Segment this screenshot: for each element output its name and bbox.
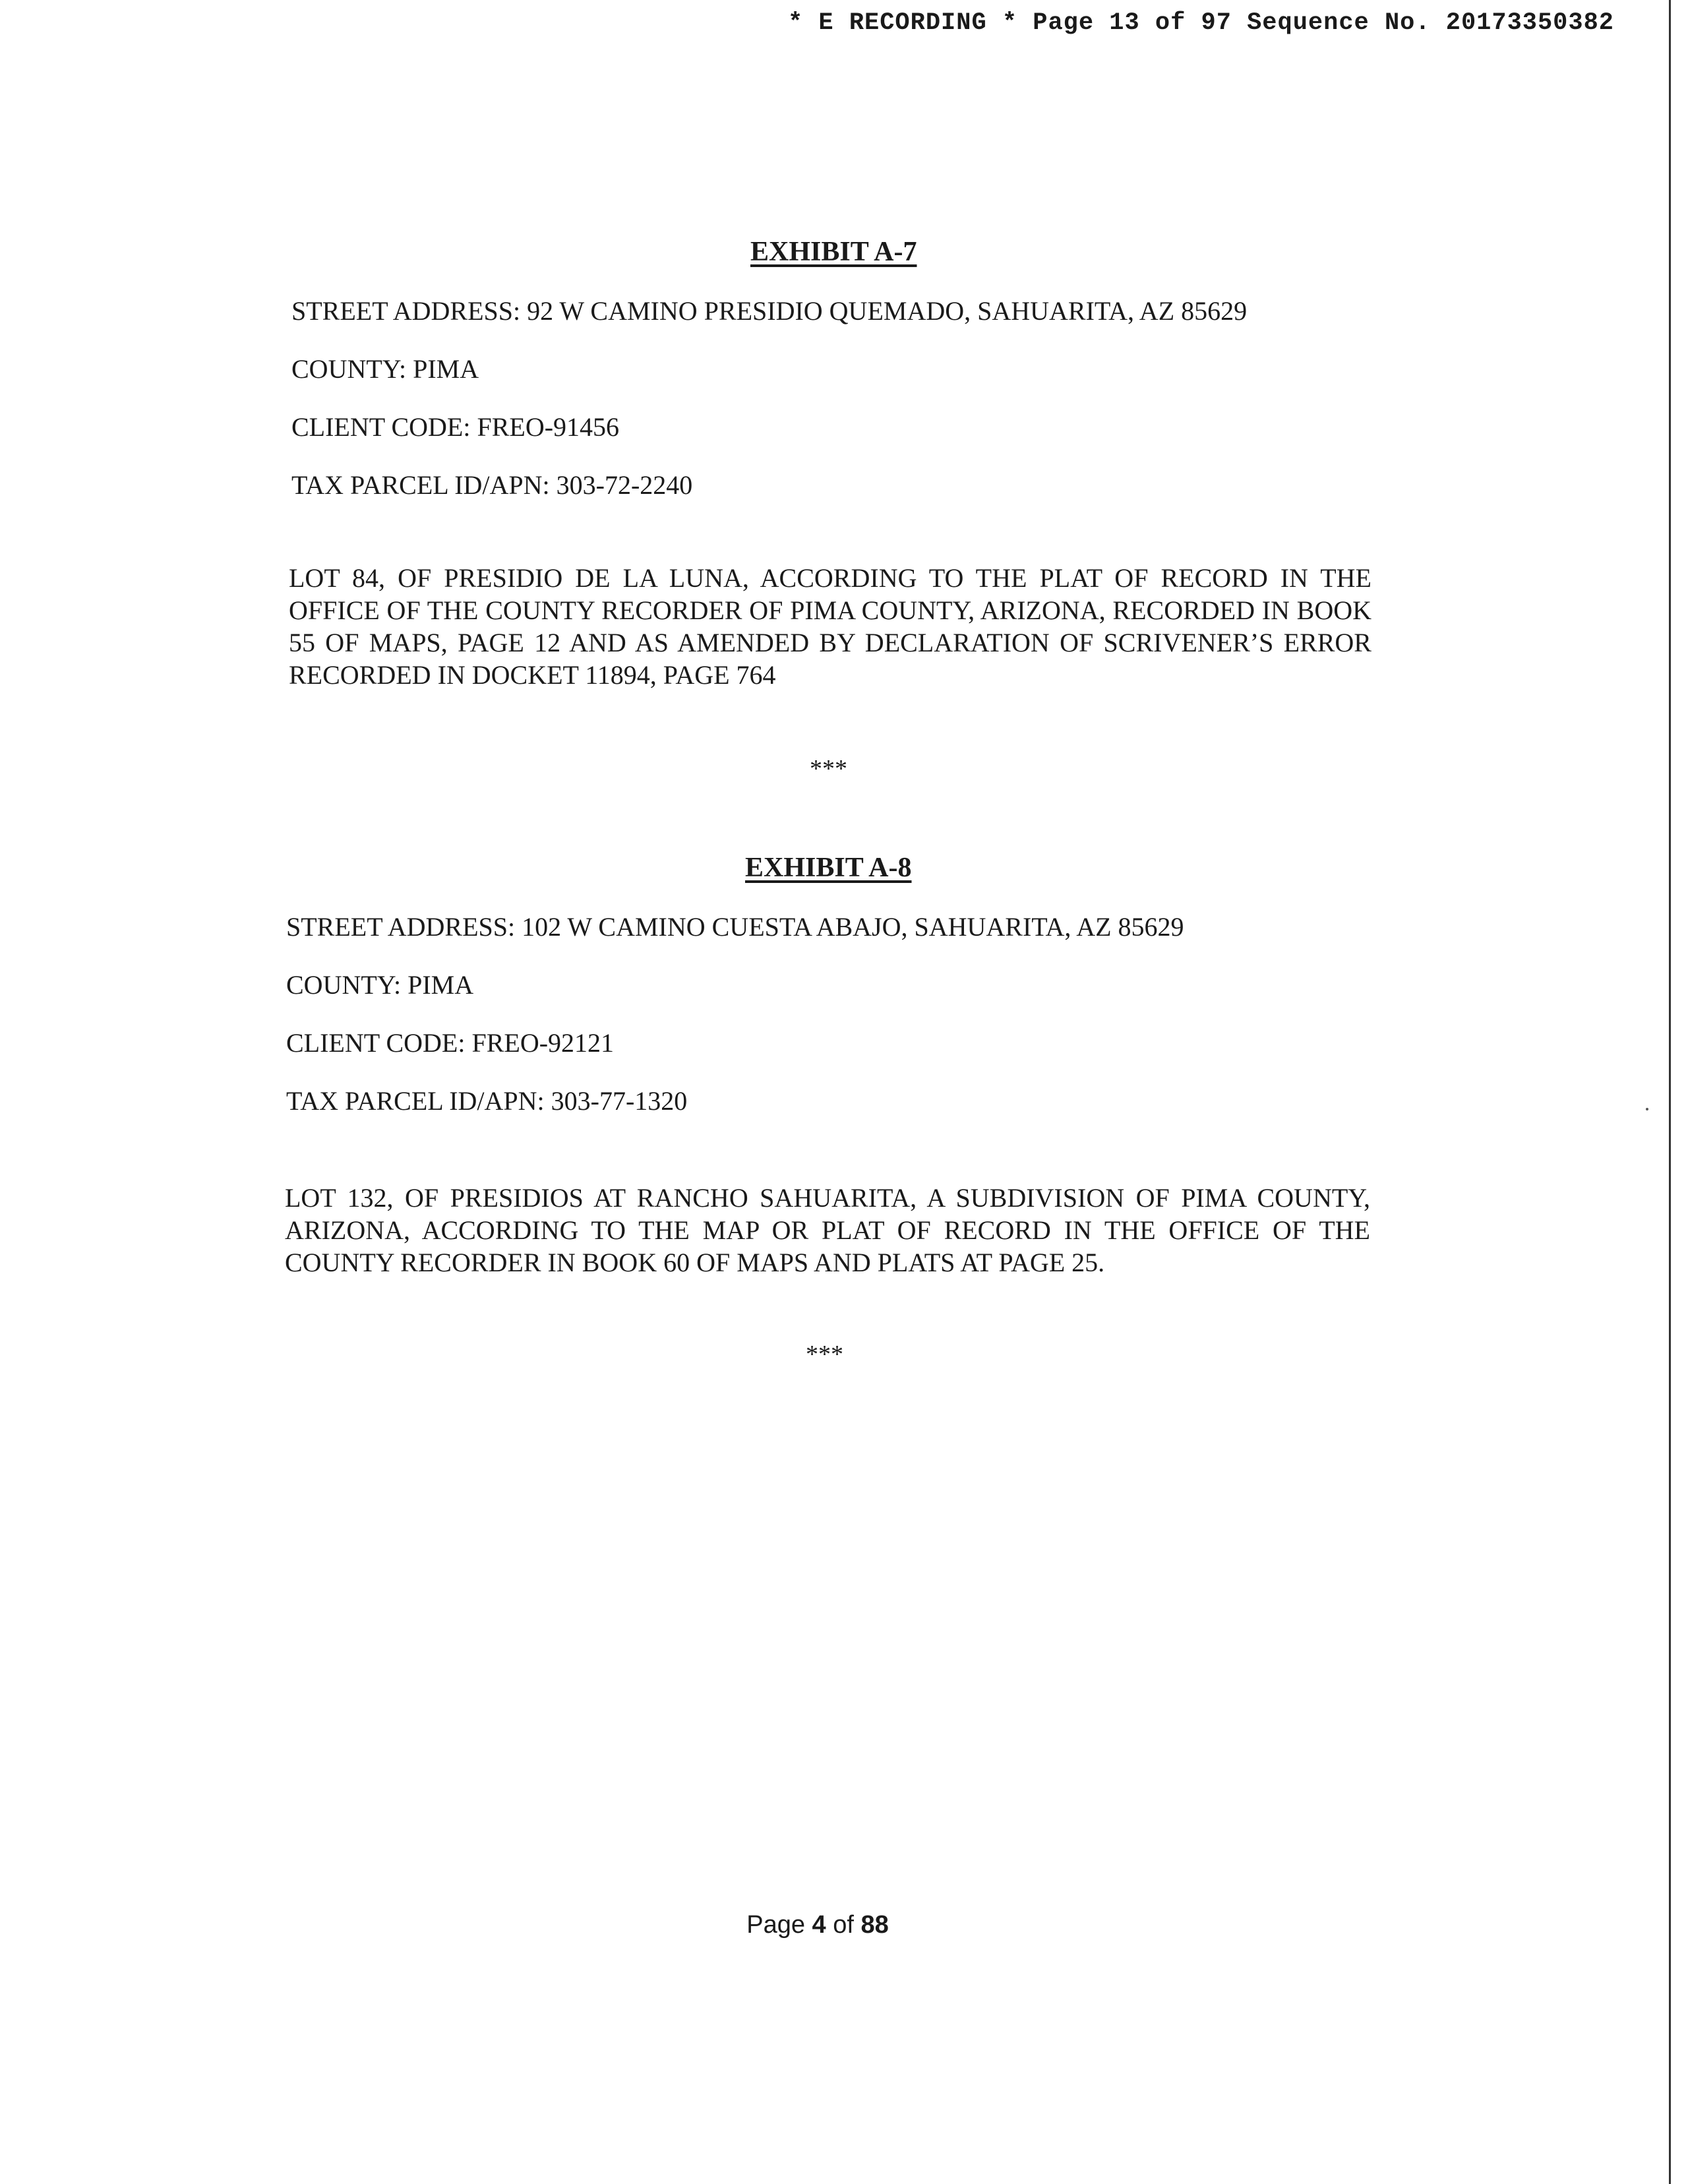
exhibit-title: EXHIBIT A-7 xyxy=(750,237,917,267)
client-code: CLIENT CODE: FREO-91456 xyxy=(291,412,620,442)
page-footer xyxy=(0,1911,1635,1939)
section-separator: *** xyxy=(810,755,847,783)
scan-edge-line xyxy=(1669,0,1671,2184)
footer-page-label: Page xyxy=(746,1911,805,1939)
client-code: CLIENT CODE: FREO-92121 xyxy=(286,1028,615,1058)
scan-artifact-dot xyxy=(1646,1108,1648,1110)
footer-page-number: 4 xyxy=(812,1911,826,1939)
tax-parcel-id: TAX PARCEL ID/APN: 303-77-1320 xyxy=(286,1086,688,1116)
legal-description: LOT 84, OF PRESIDIO DE LA LUNA, ACCORDING TO THE PLAT OF RECORD IN THE OFFICE OF THE COUNTY RECORDER OF PIMA COUNTY, ARIZONA, RECORDED IN BOOK 55 OF MAPS, PAGE 12 AND AS AMENDED BY DECLARATION OF SCRIVENER’S ERROR RECORDED IN DOCKET 11894, PAGE 764 xyxy=(289,563,1372,690)
section-separator: *** xyxy=(806,1341,843,1368)
tax-parcel-id: TAX PARCEL ID/APN: 303-72-2240 xyxy=(291,470,693,500)
footer-of-label: of xyxy=(833,1911,854,1939)
exhibit-title: EXHIBIT A-8 xyxy=(745,853,912,883)
recording-header: * E RECORDING * Page 13 of 97 Sequence No. 20173350382 xyxy=(788,9,1614,37)
county: COUNTY: PIMA xyxy=(291,354,479,384)
footer-page-total: 88 xyxy=(860,1911,889,1939)
street-address: STREET ADDRESS: 92 W CAMINO PRESIDIO QUEMADO, SAHUARITA, AZ 85629 xyxy=(291,296,1248,326)
legal-description: LOT 132, OF PRESIDIOS AT RANCHO SAHUARITA, A SUBDIVISION OF PIMA COUNTY, ARIZONA, ACCORDING TO THE MAP OR PLAT OF RECORD IN THE OFFICE OF THE COUNTY RECORDER IN BOOK 60 OF MAPS AND PLATS AT PAGE 25. xyxy=(285,1183,1370,1277)
county: COUNTY: PIMA xyxy=(286,970,474,1000)
street-address: STREET ADDRESS: 102 W CAMINO CUESTA ABAJO, SAHUARITA, AZ 85629 xyxy=(286,912,1184,942)
